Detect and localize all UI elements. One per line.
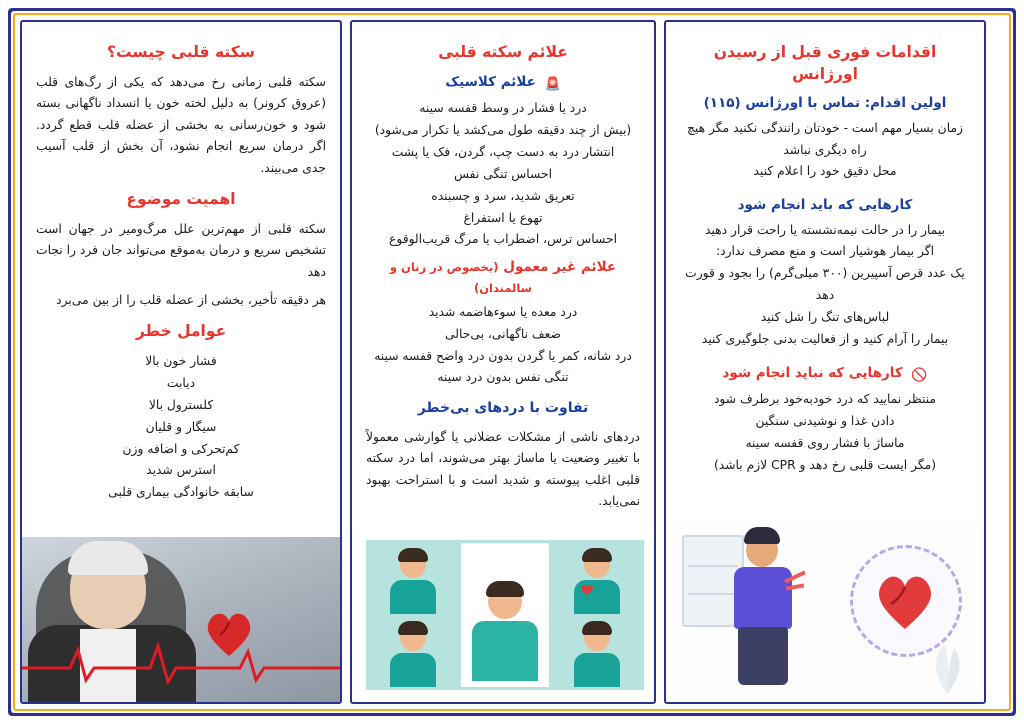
list-item: تنگی نفس بدون درد سینه	[437, 370, 569, 385]
unusual-symptoms-list	[366, 302, 640, 390]
illustration-sweating	[552, 617, 641, 688]
classic-symptoms-list	[366, 98, 640, 251]
first-action-title: اولین اقدام: تماس با اورژانس (۱۱۵)	[703, 95, 947, 112]
figure	[390, 552, 436, 614]
classic-symptoms-title: علائم کلاسیک	[445, 73, 536, 90]
dont-title: کارهایی که نباید انجام شود	[722, 364, 903, 381]
figure-body	[390, 653, 436, 687]
list-item: زمان بسیار مهم است - خودتان رانندگی نکنید مگر هیچ راه دیگری نباشد	[686, 120, 963, 157]
panel-container	[20, 20, 1004, 704]
chest-pain-illustration	[672, 523, 984, 698]
person-legs	[738, 627, 788, 685]
unusual-symptoms-title: علائم غیر معمول	[503, 259, 617, 276]
siren-icon: 🚨	[544, 76, 561, 92]
importance-note-wrap	[36, 290, 326, 312]
list-item: درد یا فشار در وسط قفسه سینه	[419, 101, 587, 116]
panel-middle-title: علائم سکته قلبی	[438, 43, 568, 61]
classic-symptoms-heading	[366, 72, 640, 95]
risk-factors-title: عوامل خطر	[135, 322, 227, 341]
figure-body	[390, 580, 436, 614]
list-item: فشار خون بالا	[145, 354, 217, 369]
panel-symptoms	[350, 20, 656, 704]
figure-body	[574, 653, 620, 687]
importance-note: هر دقیقه تأخیر، بخشی از عضله قلب را از بین می‌برد	[56, 292, 326, 307]
figure-hair	[398, 548, 428, 562]
panel-emergency-actions	[664, 20, 986, 704]
no-entry-icon: 🚫	[911, 367, 928, 383]
panel-right-intro: سکته قلبی زمانی رخ می‌دهد که یکی از رگ‌های قلب (عروق کرونر) به دلیل لخته خون یا انسداد ناگهانی بسته شود و خون‌رسانی به بخشی از عضله قلب قطع گردد. اگر درمان سریع انجام نشود، آن بخش از قلب آسیب جدی می‌بیند.	[36, 74, 326, 175]
list-item: سیگار و قلیان	[145, 419, 217, 434]
dont-heading	[680, 363, 970, 386]
figure-head	[400, 552, 426, 578]
ecg-line-icon	[20, 638, 340, 684]
list-item: لباس‌های تنگ را شل کنید	[760, 310, 890, 324]
importance-text: سکته قلبی از مهم‌ترین علل مرگ‌ومیر در جهان است تشخیص سریع و درمان به‌موقع می‌تواند جان فرد را نجات دهد	[36, 221, 326, 279]
panel-left-title: اقدامات فوری قبل از رسیدن اورژانس	[713, 43, 937, 83]
heart-icon	[872, 567, 938, 633]
list-item: بیمار را در حالت نیمه‌نشسته یا راحت قرار دهید	[705, 222, 945, 237]
figure-hair	[398, 621, 428, 635]
figure	[472, 585, 538, 681]
list-item: دادن غذا و نوشیدنی سنگین	[755, 414, 895, 429]
list-item: انتشار درد به دست چپ، گردن، فک یا پشت	[391, 144, 615, 159]
figure-head	[584, 552, 610, 578]
person-hair	[744, 527, 780, 544]
importance-title: اهمیت موضوع	[126, 190, 236, 209]
list-item: ضعف ناگهانی، بی‌حالی	[444, 326, 562, 341]
figure-hair	[486, 581, 524, 597]
person-body	[734, 567, 792, 629]
heart-icon	[580, 583, 594, 596]
list-item: منتظر نمایید که درد خودبه‌خود برطرف شود	[713, 392, 937, 407]
do-list	[680, 220, 970, 351]
risk-factors-list	[36, 351, 326, 504]
illustration-nausea	[369, 617, 458, 688]
elderly-patient-photo	[20, 537, 340, 702]
illustration-shortness-of-breath	[369, 543, 458, 614]
list-item: دیابت	[166, 375, 196, 390]
list-item: (بیش از چند دقیقه طول می‌کشد یا تکرار می‌شود)	[374, 123, 632, 138]
unusual-symptoms-note: (بخصوص در زنان و سالمندان)	[389, 260, 532, 295]
dont-list	[680, 389, 970, 477]
list-item: سابقه خانوادگی بیماری قلبی	[108, 485, 254, 500]
list-item: ماساژ با فشار روی قفسه سینه	[745, 436, 905, 450]
list-item: درد معده یا سوءهاضمه شدید	[428, 304, 578, 319]
figure-hair	[582, 548, 612, 562]
first-action-list	[680, 118, 970, 184]
list-item: درد شانه، کمر یا گردن بدون درد واضح قفسه سینه	[374, 348, 632, 363]
list-item: استرس شدید	[146, 463, 216, 478]
figure	[390, 625, 436, 687]
list-item: (مگر ایست قلبی رخ دهد و CPR لازم باشد)	[713, 457, 937, 472]
do-title: کارهایی که باید انجام شود	[737, 197, 913, 214]
list-item: یک عدد قرص آسپیرین (۳۰۰ میلی‌گرم) را بجود و قورت دهد	[685, 266, 965, 303]
photo-hair	[68, 541, 148, 575]
symptom-illustration-grid	[366, 540, 644, 690]
unusual-symptoms-heading	[366, 257, 640, 298]
list-item: کلسترول بالا	[148, 397, 214, 412]
plant-icon	[914, 626, 980, 696]
illustration-chest-pain	[552, 543, 641, 614]
list-item: بیمار را آرام کنید و از فعالیت بدنی جلوگیری کنید	[701, 331, 949, 346]
list-item: تعریق شدید، سرد و چسبنده	[431, 188, 575, 203]
illustration-main-figure	[461, 543, 550, 687]
figure-head	[400, 625, 426, 651]
figure-body	[472, 621, 538, 681]
list-item: محل دقیق خود را اعلام کنید	[753, 164, 897, 179]
list-item: احساس ترس، اضطراب یا مرگ قریب‌الوقوع	[389, 232, 617, 247]
panel-right-title: سکته قلبی چیست؟	[107, 43, 255, 61]
list-item: احساس تنگی نفس	[453, 166, 553, 181]
list-item: اگر بیمار هوشیار است و منع مصرف ندارد:	[715, 244, 935, 259]
difference-title: تفاوت با دردهای بی‌خطر	[417, 400, 589, 417]
panel-what-is-heart-attack	[20, 20, 342, 704]
difference-text: دردهای ناشی از مشکلات عضلانی یا گوارشی معمولاً با تغییر وضعیت یا ماساژ بهتر می‌شوند، اما درد سکته قلبی اغلب پیوسته و شدید است و با استراحت بهبود نمی‌یابد.	[366, 429, 640, 509]
list-item: تهوع یا استفراغ	[463, 210, 543, 225]
figure-head	[584, 625, 610, 651]
list-item: کم‌تحرکی و اضافه وزن	[122, 441, 240, 456]
figure	[574, 625, 620, 687]
figure-head	[488, 585, 522, 619]
figure-hair	[582, 621, 612, 635]
